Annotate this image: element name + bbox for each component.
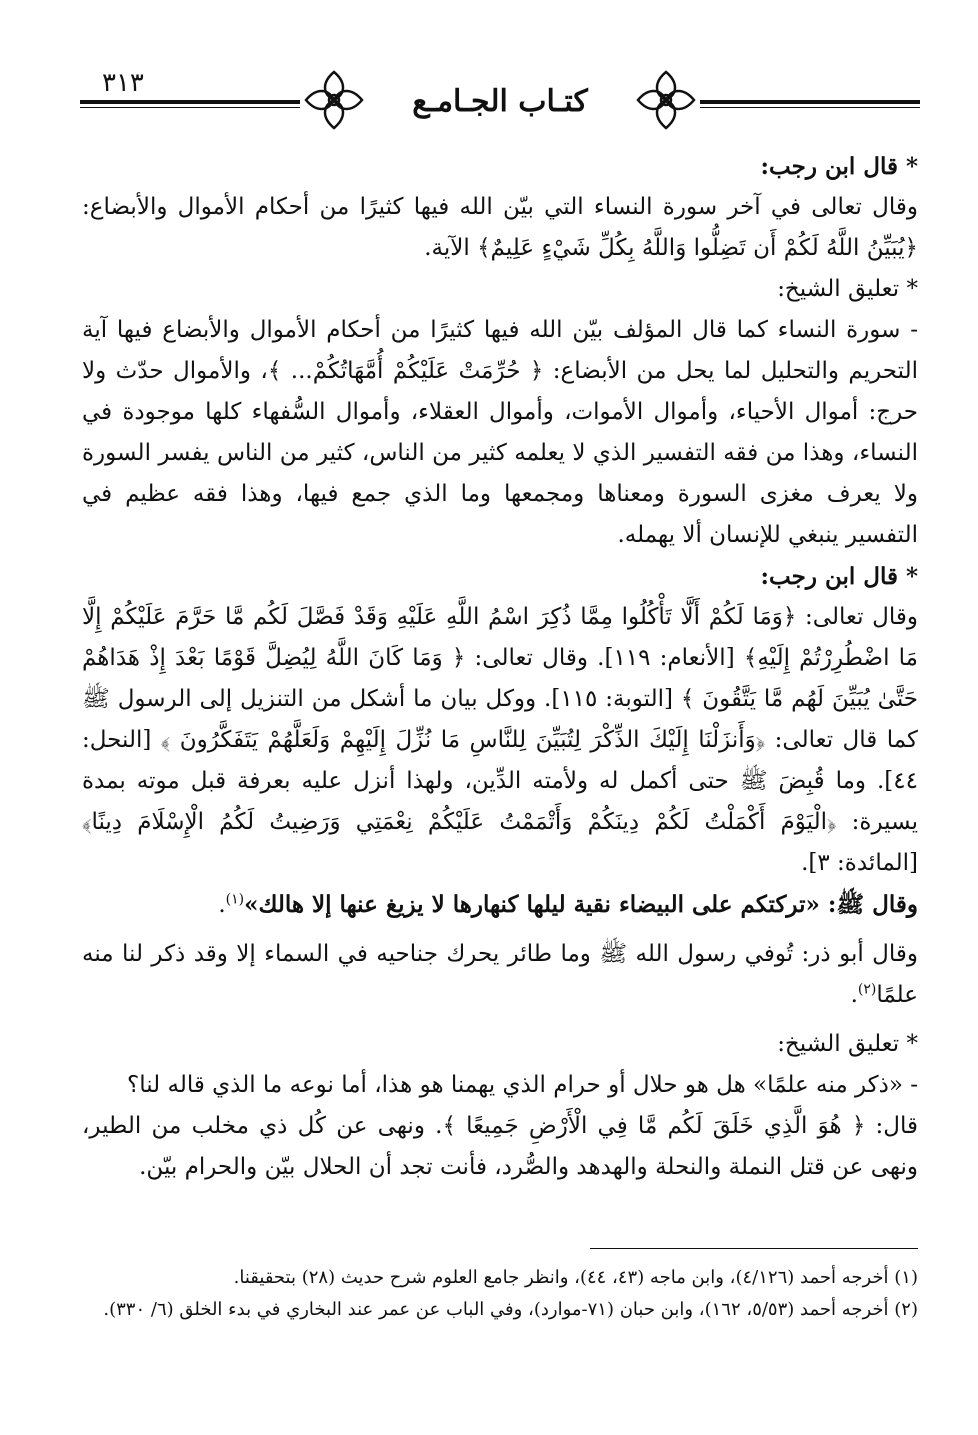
- punctuation: .: [218, 892, 226, 918]
- header-rule-right: [700, 100, 920, 104]
- footnotes: [82, 1262, 918, 1326]
- paragraph-text: وقال أبو ذر: تُوفي رسول الله ﷺ وما طائر يحرك جناحيه في السماء إلا وقد ذكر لنا منه علمًا: [82, 941, 918, 1008]
- header-rule-left-thin: [80, 107, 300, 108]
- paragraph: وقال تعالى في آخر سورة النساء التي بيّن الله فيها كثيرًا من أحكام الأموال والأبضاع: ﴿يُبَيِّنُ اللَّهُ لَكُمْ أَن تَضِلُّوا وَاللَّهُ بِكُلِّ شَيْءٍ عَلِيمٌ﴾ الآية.: [82, 194, 918, 261]
- footnote-mark: (١): [225, 891, 245, 908]
- footnote-mark: (٢): [857, 981, 877, 998]
- section-heading: * قال ابن رجب:: [760, 153, 918, 180]
- paragraph: [82, 884, 918, 926]
- punctuation: .: [850, 982, 858, 1008]
- paragraph: [82, 934, 918, 1016]
- main-text: [82, 146, 918, 1188]
- header-rule-left: [80, 100, 300, 104]
- footnote-divider: [590, 1248, 918, 1249]
- hadith-text: وقال ﷺ: «تركتكم على البيضاء نقية ليلها كنهارها لا يزيغ عنها إلا هالك»: [244, 891, 918, 918]
- page-header: [80, 60, 920, 140]
- right-ornament-icon: [634, 68, 698, 132]
- footnote: (٢) أخرجه أحمد (٥/٥٣، ١٦٢)، وابن حبان (٧١-موارد)، وفي الباب عن عمر عند البخاري في بدء الخلق (٦/ ٣٣٠).: [103, 1299, 918, 1320]
- paragraph: وقال تعالى: ﴿وَمَا لَكُمْ أَلَّا تَأْكُلُوا مِمَّا ذُكِرَ اسْمُ اللَّهِ عَلَيْهِ وَقَدْ فَصَّلَ لَكُم مَّا حَرَّمَ عَلَيْكُمْ إِلَّا مَا اضْطُرِرْتُمْ إِلَيْهِ﴾ [الأنعام: ١١٩]. وقال تعالى: ﴿ وَمَا كَانَ اللَّهُ لِيُضِلَّ قَوْمًا بَعْدَ إِذْ هَدَاهُمْ حَتَّىٰ يُبَيِّنَ لَهُم مَّا يَتَّقُونَ ﴾ [التوبة: ١١٥]. ووكل بيان ما أشكل من التنزيل إلى الرسول ﷺ كما قال تعالى: ﴿وَأَنزَلْنَا إِلَيْكَ الذِّكْرَ لِتُبَيِّنَ لِلنَّاسِ مَا نُزِّلَ إِلَيْهِمْ وَلَعَلَّهُمْ يَتَفَكَّرُونَ ﴾ [النحل: ٤٤]. وما قُبِضَ ﷺ حتى أكمل له ولأمته الدِّين، ولهذا أنزل عليه بعرفة قبل موته بمدة يسيرة: ﴿الْيَوْمَ أَكْمَلْتُ لَكُمْ دِينَكُمْ وَأَتْمَمْتُ عَلَيْكُمْ نِعْمَتِي وَرَضِيتُ لَكُمُ الْإِسْلَامَ دِينًا﴾ [المائدة: ٣].: [82, 604, 918, 876]
- paragraph: قال: ﴿ هُوَ الَّذِي خَلَقَ لَكُم مَّا فِي الْأَرْضِ جَمِيعًا ﴾. ونهى عن كُل ذي مخلب من الطير، ونهى عن قتل النملة والنحلة والهدهد والصُّرد، فأنت تجد أن الحلال بيّن والحرام بيّن.: [82, 1113, 918, 1180]
- section-heading: * قال ابن رجب:: [760, 563, 918, 590]
- header-rule-right-thin: [700, 107, 920, 108]
- section-heading: * تعليق الشيخ:: [777, 1031, 918, 1057]
- running-title: كتـاب الجـامـع: [412, 84, 588, 119]
- page-number: ٣١٣: [102, 68, 144, 98]
- footnote: (١) أخرجه أحمد (٤/١٢٦)، وابن ماجه (٤٣، ٤٤)، وانظر جامع العلوم شرح حديث (٢٨) بتحقيقنا.: [233, 1267, 918, 1288]
- paragraph: - «ذكر منه علمًا» هل هو حلال أو حرام الذي يهمنا هو هذا، أما نوعه ما الذي قاله لنا؟: [127, 1072, 918, 1098]
- left-ornament-icon: [302, 68, 366, 132]
- section-heading: * تعليق الشيخ:: [777, 276, 918, 302]
- paragraph: - سورة النساء كما قال المؤلف بيّن الله فيها كثيرًا من أحكام الأموال والأبضاع فيها آية التحريم والتحليل لما يحل من الأبضاع: ﴿ حُرِّمَتْ عَلَيْكُمْ أُمَّهَاتُكُمْ... ﴾، والأموال حدّث ولا حرج: أموال الأحياء، وأموال الأموات، وأموال العقلاء، وأموال السُّفهاء كلها موجودة في النساء، وهذا من فقه التفسير الذي لا يعلمه كثير من الناس، كثير من الناس يفسر السورة ولا يعرف مغزى السورة ومعناها ومجمعها وما الذي جمع فيها، وهذا فقه عظيم في التفسير ينبغي للإنسان ألا يهمله.: [82, 317, 918, 548]
